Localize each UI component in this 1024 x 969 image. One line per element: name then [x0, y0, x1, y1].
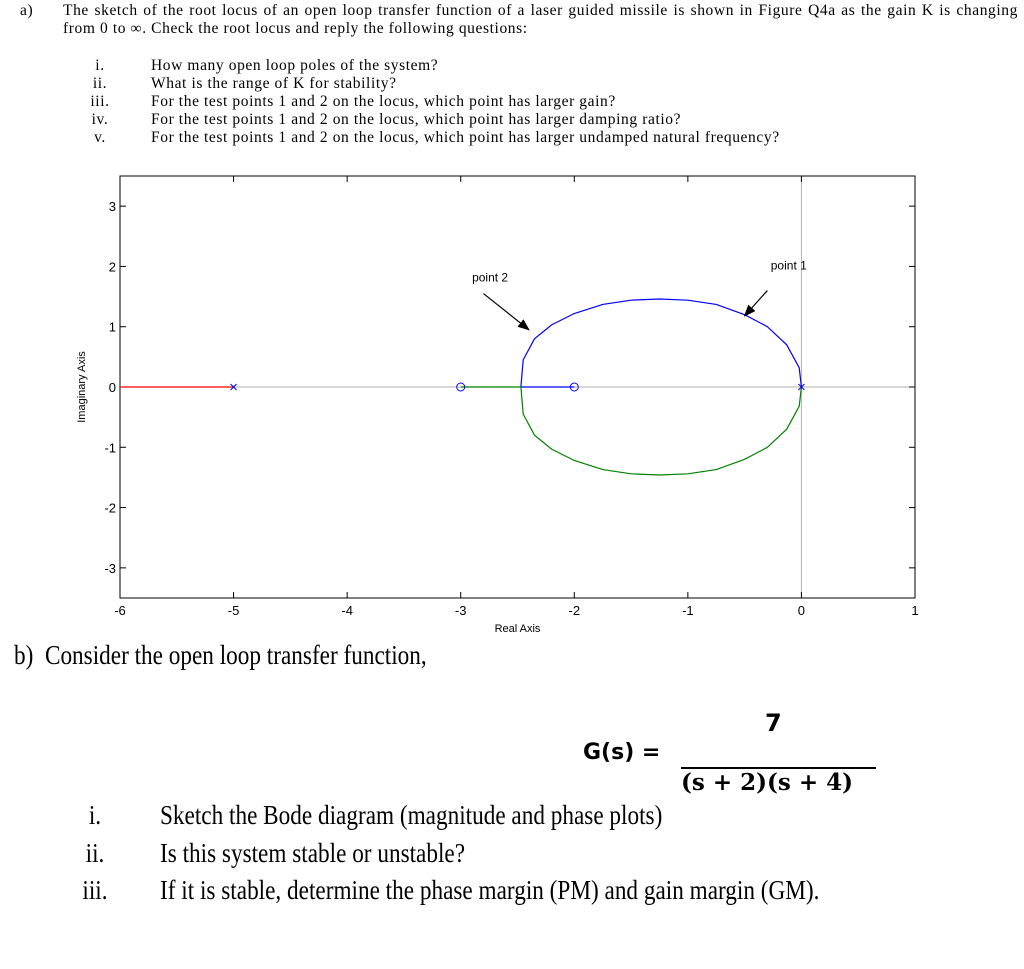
item-text: For the test points 1 and 2 on the locus, which point has larger gain?: [151, 93, 616, 110]
item-text: For the test points 1 and 2 on the locus, which point has larger undamped natural frequency?: [151, 129, 780, 146]
item-number: i.: [95, 57, 105, 74]
y-tick-label: -2: [104, 500, 116, 516]
y-tick-label: 3: [108, 199, 116, 215]
item-number: ii.: [85, 838, 105, 868]
x-tick-label: -5: [227, 603, 240, 618]
annotation-arrow: [745, 291, 768, 316]
question-b-label: b): [14, 640, 34, 670]
annotation-label: point 1: [770, 258, 807, 273]
item-number: iii.: [90, 93, 110, 110]
locus-branch: [521, 387, 802, 475]
annotation-arrow: [483, 294, 528, 330]
question-a-intro: The sketch of the root locus of an open loop transfer function of a laser guided missile is shown in Figure Q4a as the gain K is changing from 0 to ∞. Check the root locus and reply the following questions:: [63, 2, 1018, 37]
item-text: Is this system stable or unstable?: [160, 838, 466, 868]
item-number: iv.: [91, 111, 109, 128]
item-number: v.: [94, 129, 106, 146]
x-tick-label: 1: [911, 603, 919, 618]
formula-denominator: (s + 2)(s + 4): [681, 769, 854, 796]
item-number: iii.: [82, 875, 108, 905]
item-number: ii.: [92, 75, 108, 92]
item-text: For the test points 1 and 2 on the locus, which point has larger damping ratio?: [151, 111, 682, 128]
y-tick-label: 0: [108, 380, 116, 395]
x-axis-label: Real Axis: [494, 623, 541, 635]
annotation-label: point 2: [472, 270, 509, 285]
item-text: What is the range of K for stability?: [151, 75, 397, 92]
question-b-intro: Consider the open loop transfer function,: [44, 640, 427, 670]
x-tick-label: -1: [682, 603, 694, 618]
root-locus-chart: [0, 168, 1024, 638]
y-tick-label: 2: [108, 259, 116, 275]
x-tick-label: -4: [341, 603, 353, 618]
x-tick-label: -2: [568, 603, 581, 618]
y-tick-label: -3: [104, 560, 116, 576]
item-text: If it is stable, determine the phase margin (PM) and gain margin (GM).: [160, 875, 820, 905]
formula-lhs: G(s) =: [583, 740, 661, 765]
locus-branch: [521, 299, 802, 387]
x-tick-label: -6: [114, 603, 126, 618]
formula-numerator: 7: [765, 709, 782, 737]
question-a-label: a): [20, 2, 34, 19]
question-b-intro-line: [14, 640, 427, 671]
x-tick-label: 0: [797, 603, 806, 618]
y-axis-label: Imaginary Axis: [76, 351, 88, 423]
y-tick-label: 1: [108, 319, 116, 335]
item-text: Sketch the Bode diagram (magnitude and phase plots): [160, 800, 663, 830]
x-tick-label: -3: [454, 603, 467, 618]
item-text: How many open loop poles of the system?: [151, 57, 439, 74]
item-number: i.: [88, 800, 102, 830]
y-tick-label: -1: [104, 440, 116, 456]
